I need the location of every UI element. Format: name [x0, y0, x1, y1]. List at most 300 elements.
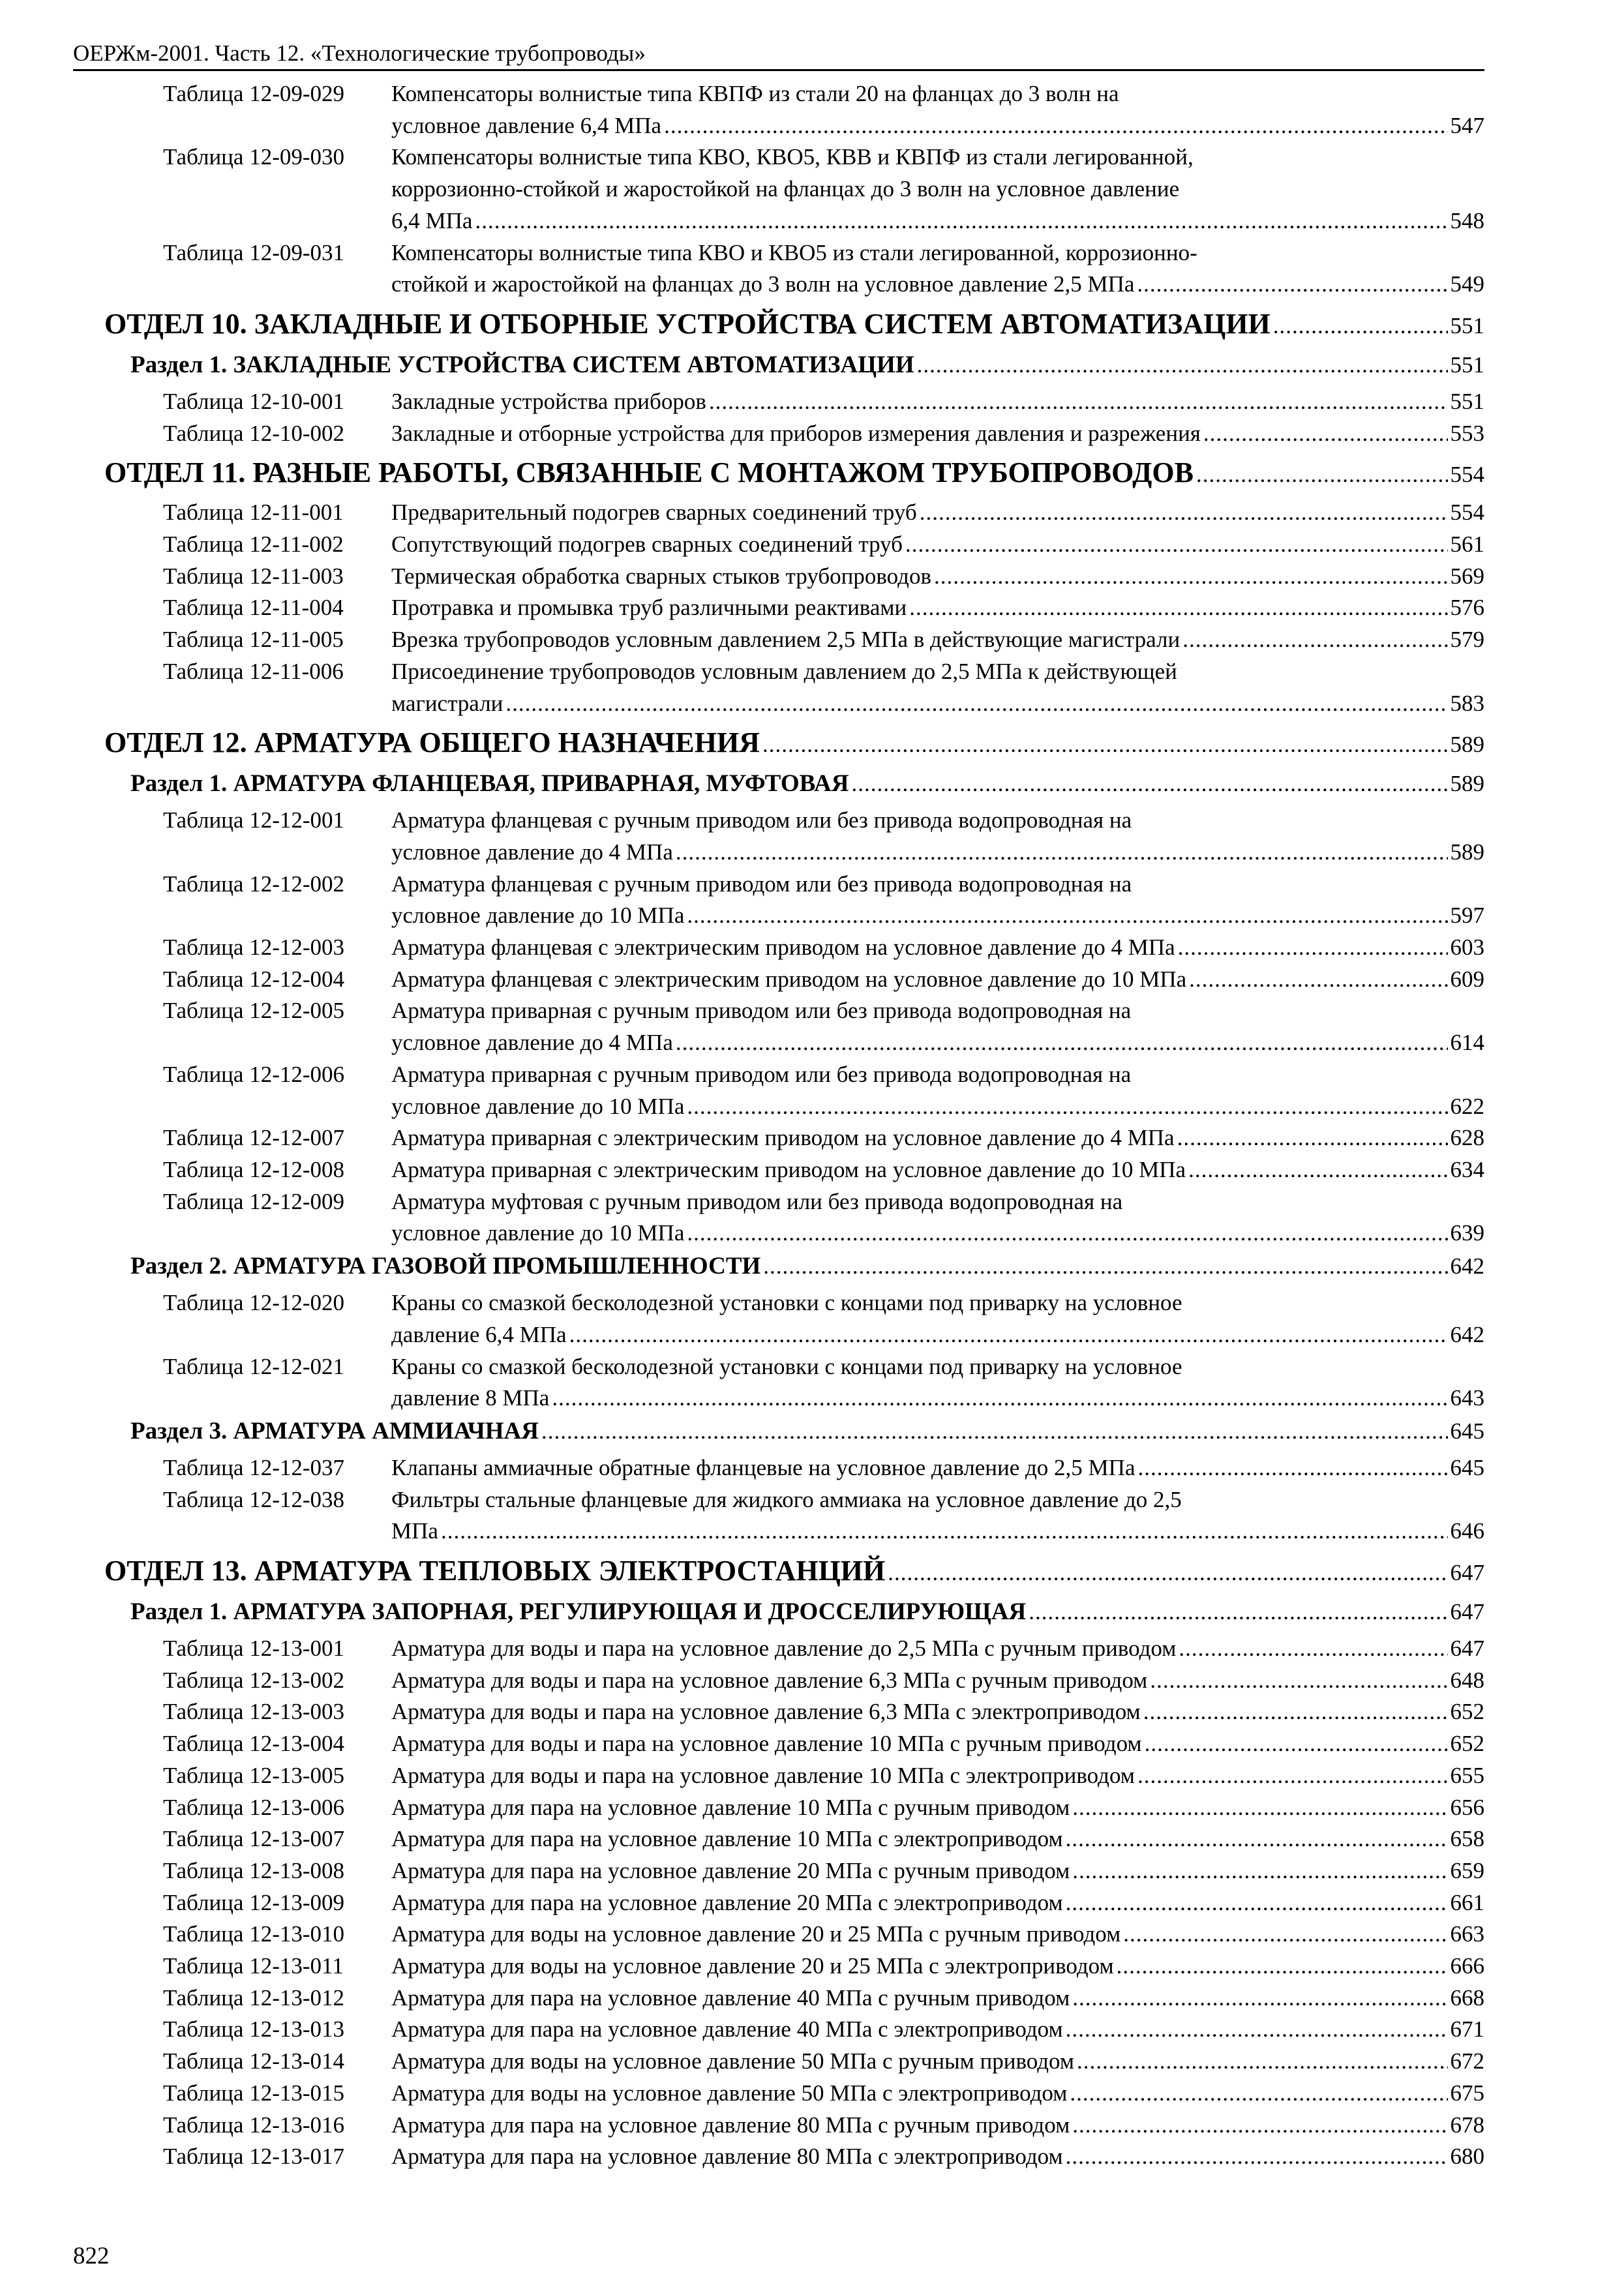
- dot-leader: [1066, 2014, 1448, 2046]
- entry-description: [391, 1982, 1484, 2014]
- dot-leader: [1070, 2078, 1447, 2110]
- table-code: Таблица 12-13-002: [163, 1667, 345, 1693]
- description-line: [391, 1728, 1484, 1760]
- description-text: Арматура для пара на условное давление 80 МПа с электроприводом: [391, 2144, 1063, 2170]
- description-line: [391, 869, 1484, 901]
- subsection-heading[interactable]: [104, 1249, 1484, 1283]
- toc-entry[interactable]: [104, 592, 1484, 624]
- table-code: Таблица 12-13-007: [163, 1826, 345, 1852]
- page-ref: 597: [1450, 903, 1484, 929]
- table-of-contents: [104, 78, 1484, 2173]
- dot-leader: [1177, 1122, 1448, 1154]
- section-heading[interactable]: [104, 1551, 1484, 1593]
- toc-entry[interactable]: [104, 1823, 1484, 1855]
- description-text: Арматура для воды и пара на условное давление 10 МПа с ручным приводом: [391, 1731, 1142, 1757]
- description-text: Арматура муфтовая с ручным приводом или без привода водопроводная на: [391, 1188, 1123, 1214]
- toc-entry[interactable]: [104, 386, 1484, 418]
- toc-entry[interactable]: [104, 1728, 1484, 1760]
- entry-description: [391, 2141, 1484, 2173]
- description-text: Компенсаторы волнистые типа КВО, КВО5, КВВ и КВПФ из стали легированной,: [391, 144, 1194, 170]
- entry-description: [391, 1665, 1484, 1697]
- dot-leader: [1145, 1728, 1448, 1760]
- description-line: [391, 1452, 1484, 1484]
- dot-leader: [920, 497, 1448, 529]
- toc-entry[interactable]: [104, 78, 1484, 142]
- description-line: [391, 1091, 1484, 1123]
- description-line: [391, 2110, 1484, 2142]
- description-line: [391, 1027, 1484, 1059]
- page-ref: 634: [1450, 1156, 1484, 1182]
- description-text: коррозионно-стойкой и жаростойкой на фланцах до 3 волн на условное давление: [391, 176, 1180, 202]
- description-text: Арматура для воды и пара на условное давление 6,3 МПа с ручным приводом: [391, 1667, 1148, 1693]
- description-line: [391, 269, 1484, 301]
- dot-leader: [1182, 624, 1447, 656]
- description-line: [391, 2141, 1484, 2173]
- page-ref: 668: [1450, 1984, 1484, 2011]
- toc-entry[interactable]: [104, 1696, 1484, 1728]
- table-code: Таблица 12-12-037: [163, 1454, 345, 1480]
- description-line: [391, 1351, 1484, 1383]
- toc-entry[interactable]: [104, 1351, 1484, 1414]
- description-text: Арматура для пара на условное давление 40 МПа с ручным приводом: [391, 1984, 1070, 2011]
- entry-description: [391, 656, 1484, 719]
- toc-entry[interactable]: [104, 497, 1484, 529]
- description-line: [391, 205, 1484, 237]
- description-text: давление 8 МПа: [391, 1385, 550, 1411]
- description-line: [391, 561, 1484, 593]
- page-ref: 549: [1450, 271, 1484, 297]
- toc-entry[interactable]: [104, 1887, 1484, 1919]
- entry-description: [391, 1633, 1484, 1665]
- razdel-title: Раздел 1. АРМАТУРА ЗАПОРНАЯ, РЕГУЛИРУЮЩАЯ И ДРОССЕЛИРУЮЩАЯ: [130, 1598, 1027, 1626]
- toc-entry[interactable]: [104, 656, 1484, 719]
- page-ref: 671: [1450, 2016, 1484, 2042]
- table-code: Таблица 12-12-005: [163, 998, 345, 1024]
- table-code: Таблица 12-11-004: [163, 595, 344, 621]
- table-code: Таблица 12-10-001: [163, 388, 345, 414]
- page-ref: 554: [1450, 462, 1484, 488]
- page-ref: 628: [1450, 1125, 1484, 1151]
- table-code: Таблица 12-13-001: [163, 1636, 345, 1662]
- entry-description: [391, 2078, 1484, 2110]
- description-text: Арматура приварная с ручным приводом или без привода водопроводная на: [391, 998, 1132, 1024]
- dot-leader: [676, 837, 1448, 869]
- description-line: [391, 1760, 1484, 1792]
- description-text: Арматура фланцевая с ручным приводом или без привода водопроводная на: [391, 871, 1132, 897]
- description-line: [391, 1696, 1484, 1728]
- entry-description: [391, 1484, 1484, 1548]
- description-line: [391, 964, 1484, 996]
- otdel-title: ОТДЕЛ 11. РАЗНЫЕ РАБОТЫ, СВЯЗАННЫЕ С МОНТАЖОМ ТРУБОПРОВОДОВ: [104, 456, 1194, 489]
- toc-entry[interactable]: [104, 2046, 1484, 2078]
- entry-description: [391, 592, 1484, 624]
- description-text: условное давление до 10 МПа: [391, 1093, 685, 1119]
- table-code: Таблица 12-13-013: [163, 2016, 345, 2042]
- toc-entry[interactable]: [104, 1919, 1484, 1951]
- section-heading[interactable]: [104, 723, 1484, 764]
- dot-leader: [763, 1249, 1447, 1283]
- dot-leader: [1066, 1823, 1448, 1855]
- dot-leader: [1143, 1696, 1448, 1728]
- table-code: Таблица 12-12-009: [163, 1188, 345, 1214]
- entry-description: [391, 1696, 1484, 1728]
- description-text: Краны со смазкой бесколодезной установки с концами под приварку на условное: [391, 1290, 1182, 1316]
- page-ref: 647: [1450, 1636, 1484, 1662]
- dot-leader: [664, 110, 1447, 142]
- toc-entry[interactable]: [104, 1760, 1484, 1792]
- page-ref: 589: [1450, 771, 1484, 797]
- description-line: [391, 1484, 1484, 1516]
- dot-leader: [1072, 1855, 1447, 1887]
- entry-description: [391, 1887, 1484, 1919]
- page-ref: 609: [1450, 966, 1484, 992]
- description-text: Арматура приварная с электрическим приводом на условное давление до 4 МПа: [391, 1125, 1175, 1151]
- dot-leader: [1189, 964, 1447, 996]
- table-code: Таблица 12-13-011: [163, 1953, 344, 1979]
- toc-entry[interactable]: [104, 1951, 1484, 1982]
- section-heading[interactable]: [104, 305, 1484, 346]
- dot-leader: [1072, 1792, 1447, 1824]
- description-line: [391, 78, 1484, 110]
- entry-description: [391, 2046, 1484, 2078]
- toc-entry[interactable]: [104, 2110, 1484, 2142]
- toc-entry[interactable]: [104, 932, 1484, 964]
- dot-leader: [475, 205, 1447, 237]
- description-line: [391, 1951, 1484, 1982]
- table-code: Таблица 12-13-009: [163, 1889, 345, 1915]
- page-ref: 678: [1450, 2112, 1484, 2138]
- toc-entry[interactable]: [104, 805, 1484, 868]
- toc-entry[interactable]: [104, 2141, 1484, 2173]
- table-code: Таблица 12-12-004: [163, 966, 345, 992]
- dot-leader: [1029, 1595, 1447, 1629]
- table-code: Таблица 12-12-007: [163, 1125, 345, 1151]
- table-code: Таблица 12-11-006: [163, 658, 344, 684]
- entry-description: [391, 142, 1484, 237]
- dot-leader: [1137, 1760, 1448, 1792]
- entry-description: [391, 932, 1484, 964]
- entry-description: [391, 964, 1484, 996]
- description-line: [391, 1982, 1484, 2014]
- toc-entry[interactable]: [104, 142, 1484, 237]
- description-text: Арматура для воды на условное давление 20 и 25 МПа с электроприводом: [391, 1953, 1114, 1979]
- description-text: условное давление до 4 МПа: [391, 839, 673, 865]
- description-text: Арматура приварная с электрическим приводом на условное давление до 10 МПа: [391, 1156, 1186, 1182]
- dot-leader: [687, 900, 1447, 932]
- dot-leader: [1066, 2141, 1448, 2173]
- entry-description: [391, 1287, 1484, 1351]
- table-code: Таблица 12-13-012: [163, 1984, 345, 2011]
- toc-entry[interactable]: [104, 237, 1484, 301]
- page-ref: 658: [1450, 1826, 1484, 1852]
- description-line: [391, 1122, 1484, 1154]
- razdel-title: Раздел 1. АРМАТУРА ФЛАНЦЕВАЯ, ПРИВАРНАЯ, МУФТОВАЯ: [130, 770, 849, 798]
- toc-entry[interactable]: [104, 1122, 1484, 1154]
- entry-description: [391, 2014, 1484, 2046]
- table-code: Таблица 12-13-005: [163, 1762, 345, 1788]
- dot-leader: [1066, 1887, 1448, 1919]
- toc-entry[interactable]: [104, 418, 1484, 450]
- dot-leader: [851, 767, 1447, 801]
- description-line: [391, 1154, 1484, 1186]
- description-line: [391, 1919, 1484, 1951]
- description-text: МПа: [391, 1518, 438, 1544]
- table-code: Таблица 12-12-020: [163, 1290, 345, 1316]
- toc-entry[interactable]: [104, 529, 1484, 561]
- dot-leader: [934, 561, 1447, 593]
- page-ref: 553: [1450, 420, 1484, 446]
- description-text: Арматура для пара на условное давление 20 МПа с ручным приводом: [391, 1857, 1070, 1883]
- table-code: Таблица 12-09-029: [163, 81, 345, 106]
- page-ref: 548: [1450, 207, 1484, 233]
- table-code: Таблица 12-13-010: [163, 1921, 345, 1947]
- table-code: Таблица 12-09-031: [163, 239, 345, 265]
- toc-entry[interactable]: [104, 1484, 1484, 1548]
- description-text: Арматура для воды на условное давление 20 и 25 МПа с ручным приводом: [391, 1921, 1121, 1947]
- dot-leader: [1196, 455, 1447, 494]
- page-ref: 652: [1450, 1731, 1484, 1757]
- toc-entry[interactable]: [104, 624, 1484, 656]
- toc-entry[interactable]: [104, 1154, 1484, 1186]
- entry-description: [391, 1186, 1484, 1249]
- entry-description: [391, 1351, 1484, 1414]
- toc-entry[interactable]: [104, 995, 1484, 1058]
- toc-entry[interactable]: [104, 1665, 1484, 1697]
- subsection-heading[interactable]: [104, 1595, 1484, 1629]
- entry-description: [391, 624, 1484, 656]
- page-ref: 648: [1450, 1667, 1484, 1693]
- page-header: [73, 39, 1484, 71]
- description-text: Закладные устройства приборов: [391, 388, 706, 414]
- page-ref: 551: [1450, 352, 1484, 378]
- table-code: Таблица 12-13-004: [163, 1731, 345, 1757]
- dot-leader: [1077, 2046, 1447, 2078]
- toc-entry[interactable]: [104, 1792, 1484, 1824]
- razdel-title: Раздел 1. ЗАКЛАДНЫЕ УСТРОЙСТВА СИСТЕМ АВТОМАТИЗАЦИИ: [130, 351, 914, 378]
- toc-entry[interactable]: [104, 1855, 1484, 1887]
- dot-leader: [676, 1027, 1448, 1059]
- table-code: Таблица 12-11-003: [163, 563, 344, 589]
- description-text: 6,4 МПа: [391, 207, 473, 233]
- description-text: Арматура приварная с ручным приводом или без привода водопроводная на: [391, 1061, 1132, 1087]
- dot-leader: [552, 1383, 1447, 1414]
- page-ref: 656: [1450, 1794, 1484, 1820]
- otdel-title: ОТДЕЛ 13. АРМАТУРА ТЕПЛОВЫХ ЭЛЕКТРОСТАНЦИЙ: [104, 1555, 886, 1587]
- table-code: Таблица 12-13-014: [163, 2048, 345, 2074]
- page-ref: 646: [1450, 1518, 1484, 1544]
- description-text: стойкой и жаростойкой на фланцах до 3 волн на условное давление 2,5 МПа: [391, 271, 1135, 297]
- description-line: [391, 173, 1484, 205]
- table-code: Таблица 12-13-008: [163, 1857, 345, 1883]
- description-text: Предварительный подогрев сварных соединений труб: [391, 500, 917, 526]
- dot-leader: [1150, 1665, 1447, 1697]
- dot-leader: [687, 1218, 1447, 1249]
- dot-leader: [505, 688, 1447, 720]
- table-code: Таблица 12-12-002: [163, 871, 345, 897]
- description-line: [391, 110, 1484, 142]
- dot-leader: [1123, 1919, 1447, 1951]
- table-code: Таблица 12-12-008: [163, 1156, 345, 1182]
- dot-leader: [709, 386, 1448, 418]
- page-ref: 642: [1450, 1321, 1484, 1347]
- toc-entry[interactable]: [104, 2078, 1484, 2110]
- description-line: [391, 1287, 1484, 1319]
- page-ref: 589: [1450, 732, 1484, 758]
- description-line: [391, 995, 1484, 1027]
- description-text: Арматура для воды и пара на условное давление 6,3 МПа с электроприводом: [391, 1699, 1141, 1725]
- page-ref: 614: [1450, 1030, 1484, 1056]
- toc-entry[interactable]: [104, 1186, 1484, 1249]
- entry-description: [391, 1760, 1484, 1792]
- description-line: [391, 1887, 1484, 1919]
- table-code: Таблица 12-11-002: [163, 531, 344, 558]
- description-line: [391, 237, 1484, 269]
- description-text: Арматура фланцевая с электрическим приводом на условное давление до 10 МПа: [391, 966, 1187, 992]
- table-code: Таблица 12-13-015: [163, 2080, 345, 2106]
- toc-entry[interactable]: [104, 1633, 1484, 1665]
- description-line: [391, 1186, 1484, 1218]
- description-text: Краны со смазкой бесколодезной установки с концами под приварку на условное: [391, 1353, 1182, 1379]
- dot-leader: [687, 1091, 1447, 1123]
- entry-description: [391, 2110, 1484, 2142]
- page-ref: 589: [1450, 839, 1484, 865]
- toc-entry[interactable]: [104, 561, 1484, 593]
- dot-leader: [888, 1553, 1447, 1593]
- dot-leader: [1178, 932, 1448, 964]
- dot-leader: [905, 529, 1448, 561]
- description-line: [391, 688, 1484, 720]
- description-line: [391, 1823, 1484, 1855]
- page-ref: 661: [1450, 1889, 1484, 1915]
- entry-description: [391, 418, 1484, 450]
- razdel-title: Раздел 3. АРМАТУРА АММИАЧНАЯ: [130, 1417, 539, 1444]
- toc-entry[interactable]: [104, 1452, 1484, 1484]
- entry-description: [391, 561, 1484, 593]
- table-code: Таблица 12-12-021: [163, 1353, 345, 1379]
- table-code: Таблица 12-09-030: [163, 144, 345, 170]
- toc-entry[interactable]: [104, 2014, 1484, 2046]
- dot-leader: [762, 725, 1448, 764]
- dot-leader: [917, 348, 1448, 382]
- description-line: [391, 497, 1484, 529]
- description-text: условное давление до 10 МПа: [391, 1220, 685, 1246]
- entry-description: [391, 386, 1484, 418]
- toc-entry[interactable]: [104, 1287, 1484, 1351]
- description-text: Арматура для воды на условное давление 50 МПа с электроприводом: [391, 2080, 1068, 2106]
- subsection-heading[interactable]: [104, 348, 1484, 382]
- description-text: Арматура для пара на условное давление 10 МПа с электроприводом: [391, 1826, 1063, 1852]
- description-line: [391, 2046, 1484, 2078]
- dot-leader: [1072, 1982, 1447, 2014]
- table-code: Таблица 12-12-006: [163, 1061, 345, 1087]
- entry-description: [391, 1919, 1484, 1951]
- page-ref: 666: [1450, 1953, 1484, 1979]
- entry-description: [391, 1452, 1484, 1484]
- description-text: Компенсаторы волнистые типа КВПФ из стали 20 на фланцах до 3 волн на: [391, 81, 1119, 106]
- page-ref: 583: [1450, 690, 1484, 716]
- description-text: Протравка и промывка труб различными реактивами: [391, 595, 907, 621]
- page-ref: 551: [1450, 388, 1484, 414]
- description-text: Арматура для пара на условное давление 10 МПа с ручным приводом: [391, 1794, 1070, 1820]
- toc-entry[interactable]: [104, 1059, 1484, 1122]
- page-ref: 659: [1450, 1857, 1484, 1883]
- description-line: [391, 529, 1484, 561]
- table-code: Таблица 12-13-016: [163, 2112, 345, 2138]
- description-line: [391, 1319, 1484, 1351]
- description-line: [391, 805, 1484, 837]
- page-ref: 680: [1450, 2144, 1484, 2170]
- description-text: Присоединение трубопроводов условным давлением до 2,5 МПа к действующей: [391, 658, 1177, 684]
- description-line: [391, 418, 1484, 450]
- toc-entry[interactable]: [104, 1982, 1484, 2014]
- entry-description: [391, 529, 1484, 561]
- subsection-heading[interactable]: [104, 767, 1484, 801]
- description-line: [391, 2078, 1484, 2110]
- dot-leader: [1138, 1452, 1448, 1484]
- table-code: Таблица 12-13-006: [163, 1794, 345, 1820]
- page-ref: 652: [1450, 1699, 1484, 1725]
- description-line: [391, 386, 1484, 418]
- page-ref: 576: [1450, 595, 1484, 621]
- description-text: Арматура фланцевая с ручным приводом или без привода водопроводная на: [391, 807, 1132, 833]
- table-code: Таблица 12-13-017: [163, 2144, 345, 2170]
- table-code: Таблица 12-11-001: [163, 500, 344, 526]
- dot-leader: [1072, 2110, 1447, 2142]
- dot-leader: [1179, 1633, 1447, 1665]
- description-line: [391, 624, 1484, 656]
- description-text: Арматура для пара на условное давление 80 МПа с ручным приводом: [391, 2112, 1070, 2138]
- description-line: [391, 1383, 1484, 1414]
- page-ref: 643: [1450, 1385, 1484, 1411]
- entry-description: [391, 1122, 1484, 1154]
- page-ref: 675: [1450, 2080, 1484, 2106]
- entry-description: [391, 869, 1484, 932]
- description-line: [391, 1792, 1484, 1824]
- description-text: Термическая обработка сварных стыков трубопроводов: [391, 563, 932, 589]
- toc-entry[interactable]: [104, 964, 1484, 996]
- page-ref: 645: [1450, 1418, 1484, 1444]
- description-text: Закладные и отборные устройства для приборов измерения давления и разрежения: [391, 420, 1201, 446]
- description-text: условное давление 6,4 МПа: [391, 112, 662, 138]
- toc-entry[interactable]: [104, 869, 1484, 932]
- dot-leader: [909, 592, 1447, 624]
- entry-description: [391, 1823, 1484, 1855]
- description-line: [391, 142, 1484, 173]
- page-ref: 569: [1450, 563, 1484, 589]
- table-code: Таблица 12-11-005: [163, 627, 344, 653]
- description-line: [391, 592, 1484, 624]
- description-line: [391, 1516, 1484, 1548]
- entry-description: [391, 237, 1484, 301]
- dot-leader: [441, 1516, 1448, 1548]
- description-text: магистрали: [391, 690, 504, 716]
- description-text: Арматура для пара на условное давление 40 МПа с электроприводом: [391, 2016, 1063, 2042]
- page-ref: 547: [1450, 112, 1484, 138]
- description-text: давление 6,4 МПа: [391, 1321, 567, 1347]
- description-line: [391, 1855, 1484, 1887]
- page-ref: 603: [1450, 935, 1484, 961]
- description-text: Арматура для воды и пара на условное давление до 2,5 МПа с ручным приводом: [391, 1636, 1177, 1662]
- entry-description: [391, 1855, 1484, 1887]
- dot-leader: [541, 1414, 1448, 1448]
- dot-leader: [1188, 1154, 1447, 1186]
- description-text: Врезка трубопроводов условным давлением 2,5 МПа в действующие магистрали: [391, 627, 1180, 653]
- description-text: Арматура для воды и пара на условное давление 10 МПа с электроприводом: [391, 1762, 1135, 1788]
- subsection-heading[interactable]: [104, 1414, 1484, 1448]
- description-text: условное давление до 4 МПа: [391, 1030, 673, 1056]
- description-line: [391, 1059, 1484, 1091]
- section-heading[interactable]: [104, 453, 1484, 494]
